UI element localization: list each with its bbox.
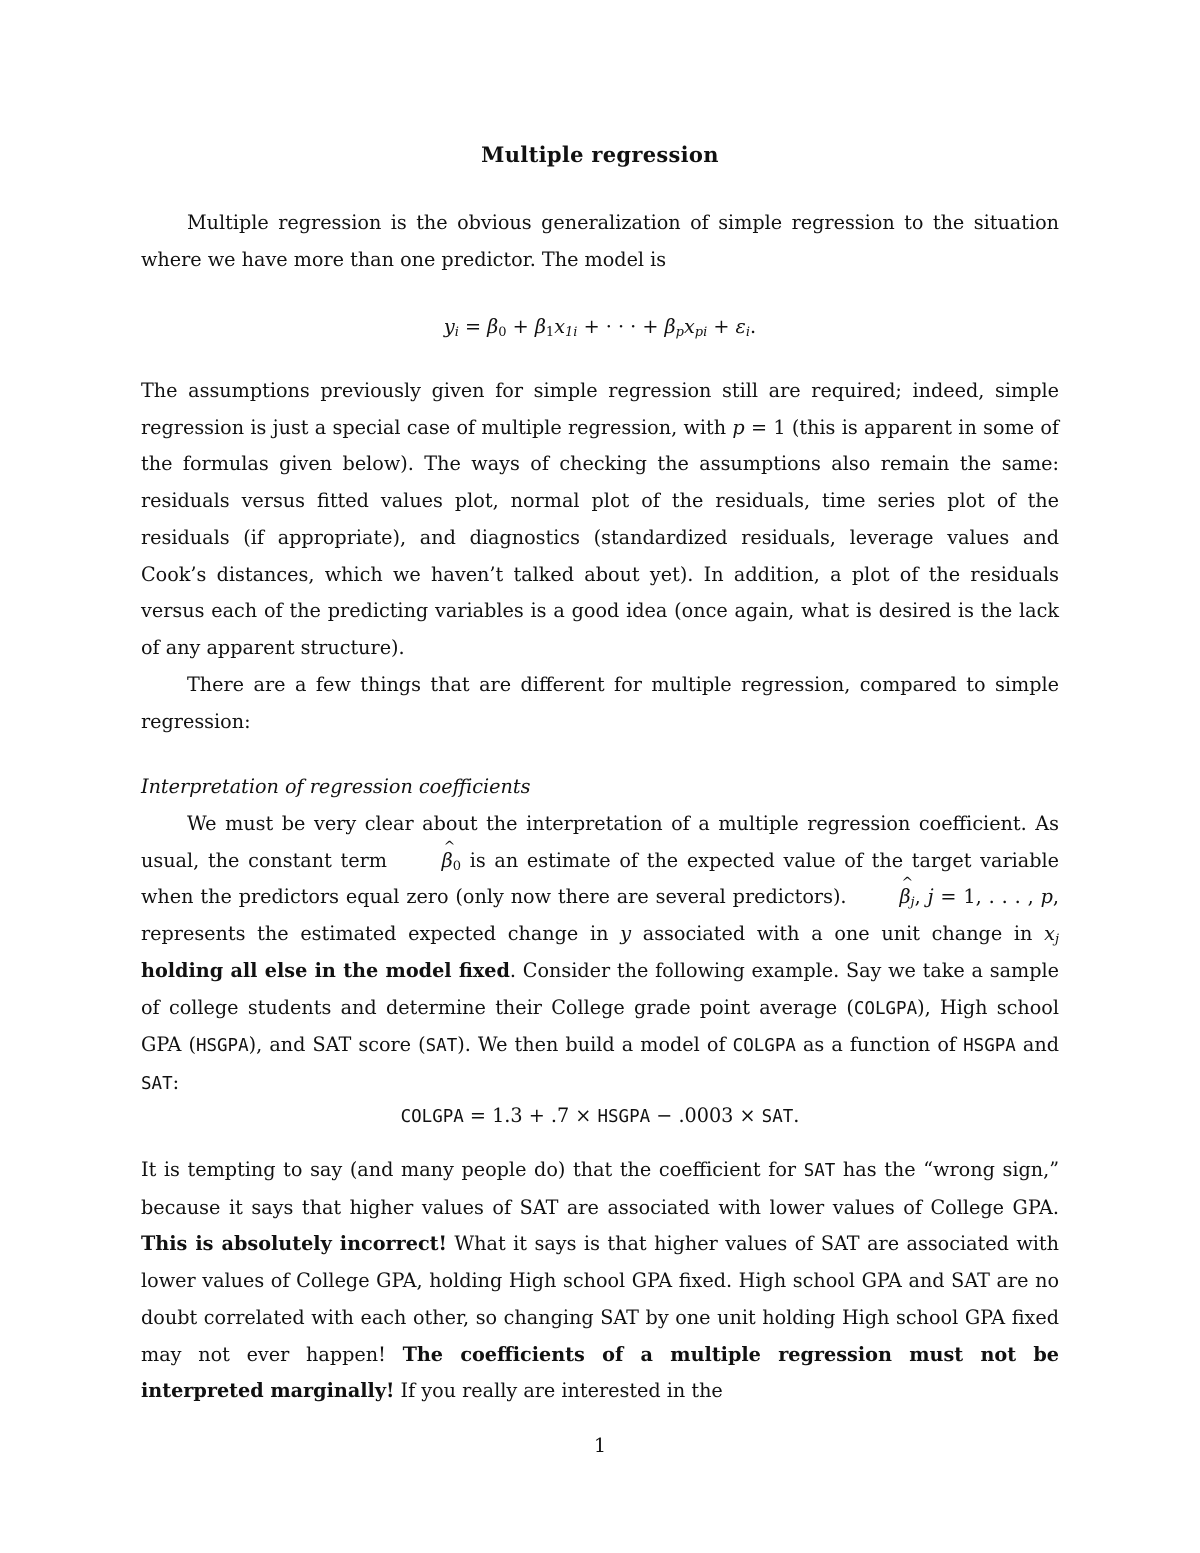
var-xj-sub: j [1054, 932, 1059, 948]
assumptions-text-a: The assumptions previously given for simple regression still are required; indeed, simple regression is just a special case of multiple regression, with [141, 379, 1059, 439]
var-hsgpa-2: HSGPA [963, 1036, 1016, 1057]
assumptions-p: p [732, 415, 745, 439]
assumptions-paragraph [141, 373, 1059, 667]
page-number: 1 [593, 1434, 607, 1457]
var-sat: SAT [425, 1036, 458, 1057]
tempt-text-d: If you really are interested in the [394, 1379, 723, 1403]
tempt-text-b: has the “wrong sign,” because it says that higher values of SAT are associated with lower values of College GPA. [141, 1158, 1060, 1219]
interp-text-i: ), and SAT score ( [248, 1033, 426, 1057]
interp-text-a: We must be very clear about the interpretation of a multiple regression coefficient. As usual, the constant term [141, 812, 1059, 872]
index-j: j [927, 885, 934, 909]
eq2-mid1: = 1.3 + .7 × [463, 1104, 598, 1127]
index-p: p [1040, 885, 1053, 909]
intro-paragraph [141, 205, 1059, 278]
interp-text-g: . Consider the following example. Say we take a sample of college students and determine their College grade point average ( [141, 958, 1059, 1019]
eq-end: . [750, 315, 757, 338]
eq-x1-sub: 1i [565, 325, 578, 340]
interp-text-f: associated with a one unit change in [631, 922, 1045, 946]
betaj-hat: ^ β [853, 879, 910, 916]
eq-beta1: β [534, 315, 546, 338]
colgpa-equation [0, 1098, 1200, 1136]
differences-text: There are a few things that are different for multiple regression, compared to simple regression: [141, 673, 1059, 733]
assumptions-text-b: = 1 (this is apparent in some of the formulas given below). The ways of checking the assumptions also remain the same: residuals versus fitted values plot, normal plot of the residuals, time series plot of the residuals (if appropriate), and diagnostics (standardized residuals, leverage values and Cook’s distances, which we haven’t talked about yet). In addition, a plot of the residuals versus each of the predicting variables is a good idea (once again, what is desired is the lack of any apparent structure). [141, 415, 1059, 659]
interp-text-l: as a function of [795, 1033, 964, 1057]
eq-equals: = [458, 315, 488, 338]
eq2-sat: SAT [761, 1107, 794, 1127]
eq-epsilon-sub: i [745, 325, 750, 340]
eq-plus2: + · · · + [577, 315, 665, 338]
eq-y: y [443, 315, 455, 338]
differences-paragraph [141, 667, 1059, 740]
eq-beta0-sub: 0 [498, 325, 507, 340]
interp-text-h: ), High school GPA ( [141, 995, 1059, 1057]
tempting-paragraph [141, 1152, 1059, 1410]
tempt-var-sat: SAT [803, 1161, 836, 1181]
eq-xp: x [683, 315, 695, 338]
interp-text-c: , [914, 885, 928, 909]
beta0-hat: ^ β [396, 843, 453, 880]
var-colgpa: COLGPA [853, 998, 918, 1019]
eq-plus3: + [707, 315, 736, 338]
eq2-hsgpa: HSGPA [597, 1107, 651, 1127]
eq-betap-sub: p [675, 325, 684, 340]
section-subheading: Interpretation of regression coefficients [141, 775, 531, 798]
var-y: y [620, 922, 632, 946]
interp-text-n: : [172, 1070, 180, 1094]
page-title: Multiple regression [481, 142, 719, 167]
eq-betap: β [664, 315, 676, 338]
interp-text-b: is an estimate of the expected value of the target variable when the predictors equal zero (only now there are several predictors). [141, 848, 1059, 909]
intro-text: Multiple regression is the obvious generalization of simple regression to the situation where we have more than one predictor. The model is [141, 211, 1059, 271]
eq2-end: . [793, 1104, 800, 1127]
tempt-text-a: It is tempting to say (and many people do) that the coefficient for [141, 1158, 804, 1181]
holding-fixed-emphasis: holding all else in the model fixed [141, 958, 510, 982]
tempt-text-c: What it says is that higher values of SAT are associated with lower values of College GPA, holding High school GPA fixed. High school GPA and SAT are no doubt correlated with each other, so changing SAT by one unit holding High school GPA fixed may not ever happen! [141, 1232, 1060, 1366]
interp-text-k: ). We then build a model of [457, 1033, 733, 1057]
eq2-colgpa: COLGPA [400, 1107, 464, 1127]
marginal-emphasis: The coefficients of a multiple regression must not be interpreted marginally! [141, 1342, 1060, 1403]
interp-text-e: , represents the estimated expected change in [141, 885, 1059, 946]
var-colgpa-2: COLGPA [732, 1036, 796, 1057]
eq-epsilon: ε [735, 315, 746, 338]
eq-beta0: β [487, 315, 499, 338]
beta0-hat-sub: 0 [452, 858, 462, 874]
eq2-mid2: − .0003 × [650, 1104, 762, 1127]
interp-text-m: and [1015, 1033, 1059, 1057]
eq-x1: x [554, 315, 566, 338]
var-sat-2: SAT [141, 1073, 173, 1094]
betaj-hat-sub: j [910, 895, 915, 911]
var-xj: x [1044, 922, 1055, 946]
var-hsgpa: HSGPA [195, 1036, 249, 1057]
eq-xp-sub: pi [694, 325, 708, 340]
interpretation-paragraph [141, 806, 1059, 1103]
interp-text-d: = 1, . . . , [933, 885, 1041, 909]
eq-y-sub: i [454, 325, 459, 340]
eq-beta1-sub: 1 [545, 325, 555, 340]
model-equation [0, 309, 1200, 346]
eq-plus1: + [506, 315, 535, 338]
incorrect-emphasis: This is absolutely incorrect! [141, 1232, 447, 1256]
